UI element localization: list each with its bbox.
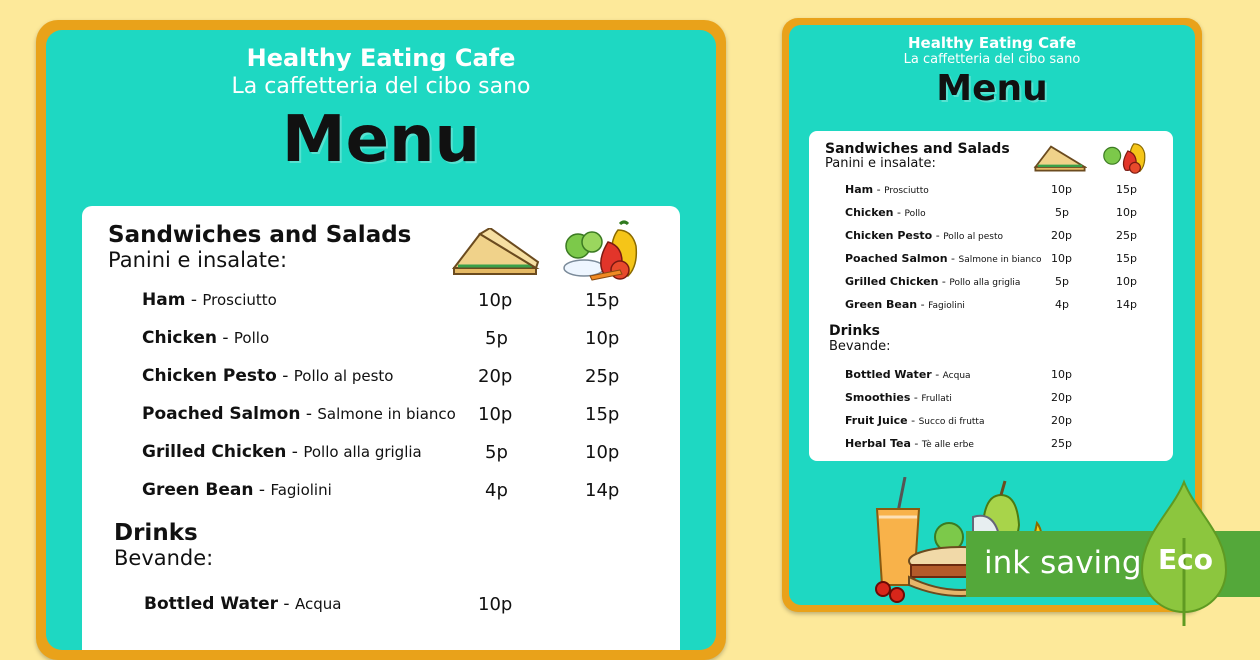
price-small: 4p — [485, 480, 508, 501]
list-item: Herbal Tea - Tè alle erbe — [845, 437, 974, 450]
price-small: 10p — [478, 404, 513, 425]
menu-title: Menu — [281, 103, 481, 177]
item-name: Poached Salmon — [142, 404, 301, 424]
item-translation: Pollo alla griglia — [949, 278, 1021, 288]
price-large: 15p — [1116, 252, 1137, 265]
item-translation: Fagiolini — [270, 481, 332, 499]
item-name: Chicken Pesto — [845, 229, 933, 242]
item-name: Green Bean — [142, 480, 254, 500]
cafe-name-italian: La caffetteria del cibo sano — [231, 74, 531, 99]
price: 20p — [1051, 414, 1072, 427]
item-translation: Prosciutto — [202, 291, 277, 309]
price-small: 5p — [1055, 275, 1069, 288]
sandwich-icon — [450, 228, 540, 278]
list-item: Chicken Pesto - Pollo al pesto — [142, 366, 394, 386]
list-item: Ham - Prosciutto — [845, 183, 929, 196]
item-translation: Salmone in bianco — [958, 255, 1042, 265]
price-large: 15p — [585, 290, 620, 311]
poster-panel — [46, 30, 716, 650]
list-item: Smoothies - Frullati — [845, 391, 952, 404]
price-large: 10p — [585, 328, 620, 349]
price: 20p — [1051, 391, 1072, 404]
price-small: 5p — [1055, 206, 1069, 219]
item-translation: Pollo alla griglia — [303, 443, 422, 461]
item-translation: Succo di frutta — [918, 417, 985, 427]
list-item: Ham - Prosciutto — [142, 290, 277, 310]
price-large: 14p — [1116, 298, 1137, 311]
item-name: Bottled Water — [845, 368, 932, 381]
item-translation: Pollo al pesto — [943, 232, 1004, 242]
section-subtitle-sandwiches: Panini e insalate: — [825, 156, 936, 171]
price-small: 20p — [1051, 229, 1072, 242]
menu-title: Menu — [936, 68, 1048, 109]
item-translation: Acqua — [294, 595, 342, 613]
item-name: Chicken Pesto — [142, 366, 277, 386]
item-translation: Acqua — [942, 371, 971, 381]
eco-label: Eco — [1158, 543, 1213, 576]
item-translation: Prosciutto — [884, 186, 929, 196]
price-large: 25p — [1116, 229, 1137, 242]
price-small: 4p — [1055, 298, 1069, 311]
item-translation: Frullati — [921, 394, 952, 404]
item-name: Bottled Water — [144, 594, 278, 614]
price: 10p — [1051, 368, 1072, 381]
salad-icon — [1099, 137, 1153, 177]
ink-saving-text: ink saving — [984, 545, 1142, 581]
cafe-name: Healthy Eating Cafe — [246, 44, 516, 72]
price-small: 5p — [485, 328, 508, 349]
item-translation: Pollo — [233, 329, 270, 347]
price-large: 25p — [585, 366, 620, 387]
list-item: Chicken - Pollo — [845, 206, 926, 219]
item-name: Grilled Chicken — [142, 442, 287, 462]
price-small: 10p — [478, 290, 513, 311]
list-item: Green Bean - Fagiolini — [845, 298, 965, 311]
cafe-name-italian: La caffetteria del cibo sano — [903, 52, 1081, 67]
price-small: 5p — [485, 442, 508, 463]
list-item: Chicken Pesto - Pollo al pesto — [845, 229, 1004, 242]
item-name: Grilled Chicken — [845, 275, 939, 288]
item-translation: Salmone in bianco — [317, 405, 456, 423]
sandwich-icon — [1033, 143, 1087, 173]
menu-poster-large — [36, 20, 726, 660]
item-name: Fruit Juice — [845, 414, 908, 427]
price-large: 10p — [1116, 206, 1137, 219]
item-name: Ham — [142, 290, 186, 310]
price-large: 15p — [585, 404, 620, 425]
section-subtitle-sandwiches: Panini e insalate: — [108, 248, 288, 272]
salad-icon — [560, 220, 650, 284]
cafe-name: Healthy Eating Cafe — [908, 34, 1076, 52]
item-name: Chicken — [845, 206, 894, 219]
menu-card — [809, 131, 1173, 461]
list-item: Grilled Chicken - Pollo alla griglia — [845, 275, 1021, 288]
item-translation: Fagiolini — [928, 301, 965, 311]
price-small: 10p — [1051, 183, 1072, 196]
list-item: Poached Salmon - Salmone in bianco — [142, 404, 456, 424]
item-name: Poached Salmon — [845, 252, 948, 265]
section-title-drinks: Drinks — [114, 520, 198, 546]
price: 25p — [1051, 437, 1072, 450]
price-small: 10p — [1051, 252, 1072, 265]
list-item: Green Bean - Fagiolini — [142, 480, 332, 500]
price-large: 14p — [585, 480, 620, 501]
section-title-sandwiches: Sandwiches and Salads — [825, 141, 1010, 157]
list-item: Bottled Water - Acqua — [144, 594, 342, 614]
section-subtitle-drinks: Bevande: — [114, 546, 214, 570]
item-translation: Pollo al pesto — [293, 367, 394, 385]
section-title-drinks: Drinks — [829, 323, 880, 339]
item-name: Chicken — [142, 328, 217, 348]
item-name: Ham — [845, 183, 874, 196]
price: 10p — [478, 594, 513, 615]
section-subtitle-drinks: Bevande: — [829, 339, 891, 354]
price-large: 10p — [585, 442, 620, 463]
item-name: Herbal Tea — [845, 437, 911, 450]
list-item: Bottled Water - Acqua — [845, 368, 971, 381]
item-name: Green Bean — [845, 298, 918, 311]
list-item: Fruit Juice - Succo di frutta — [845, 414, 985, 427]
price-small: 20p — [478, 366, 513, 387]
item-name: Smoothies — [845, 391, 911, 404]
item-translation: Pollo — [904, 209, 926, 219]
section-title-sandwiches: Sandwiches and Salads — [108, 222, 412, 248]
price-large: 15p — [1116, 183, 1137, 196]
menu-card — [82, 206, 680, 650]
list-item: Grilled Chicken - Pollo alla griglia — [142, 442, 422, 462]
list-item: Poached Salmon - Salmone in bianco — [845, 252, 1042, 265]
price-large: 10p — [1116, 275, 1137, 288]
list-item: Chicken - Pollo — [142, 328, 270, 348]
item-translation: Tè alle erbe — [921, 440, 974, 450]
